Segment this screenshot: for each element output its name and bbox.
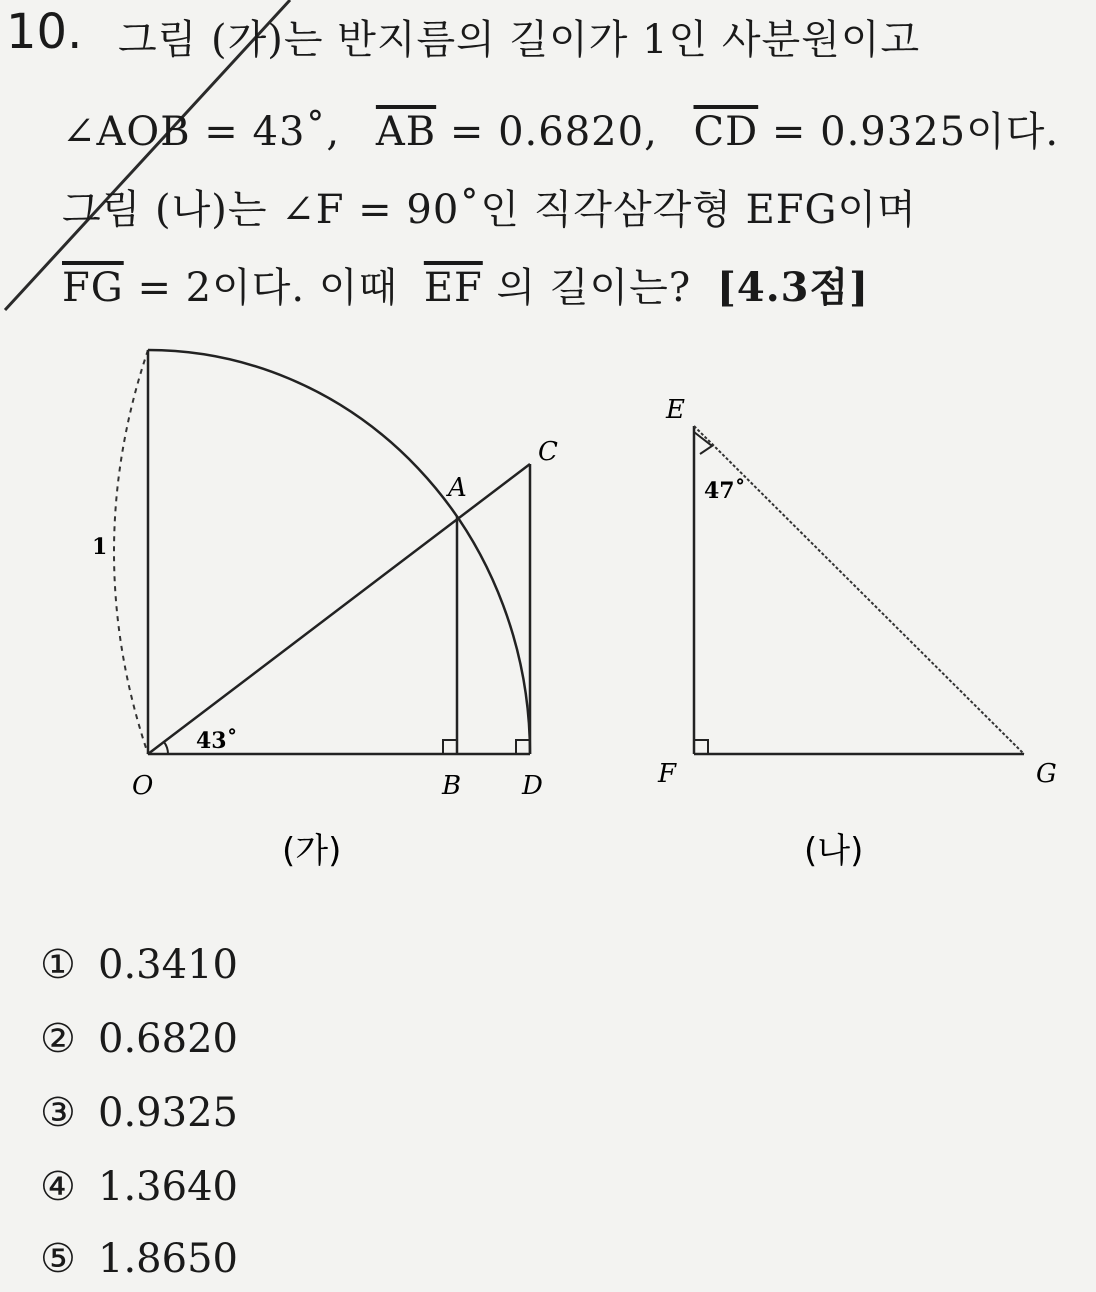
choice-4-marker: ④	[40, 1164, 76, 1210]
choice-3-marker: ③	[40, 1090, 76, 1136]
question-line-2	[62, 100, 1059, 157]
radius-dashed-arc	[114, 350, 148, 754]
point-g-label: G	[1036, 759, 1057, 789]
point-c-label: C	[538, 437, 558, 467]
question-line-3: 그림 (나)는 ∠F = 90˚인 직각삼각형 EFG이며	[62, 187, 917, 233]
figures	[0, 330, 1096, 890]
question-line-1: 그림 (가)는 반지름의 길이가 1인 사분원이고	[118, 17, 921, 63]
point-d-label: D	[522, 771, 543, 801]
segment-ef-label: $\overline{EF}$	[423, 265, 483, 311]
segment-oc	[148, 464, 530, 754]
point-f-label: F	[658, 759, 677, 789]
segment-ab-label: $\overline{AB}$	[375, 109, 437, 155]
point-b-label: B	[442, 771, 462, 801]
segment-cd-value: = 0.9325이다.	[771, 109, 1060, 155]
right-angle-f	[694, 740, 708, 754]
figure-ga	[92, 350, 558, 871]
choice-2-marker: ②	[40, 1016, 76, 1062]
choice-4[interactable]	[40, 1164, 238, 1210]
question-line-4	[62, 256, 869, 313]
quarter-arc	[148, 350, 530, 754]
choice-5[interactable]	[40, 1236, 238, 1282]
right-angle-b	[443, 740, 457, 754]
angle-arc-o	[164, 742, 168, 754]
point-a-label: A	[448, 473, 467, 503]
angle-aob: ∠AOB = 43˚,	[62, 109, 341, 155]
choice-1[interactable]	[40, 942, 238, 988]
choice-3-value: 0.9325	[98, 1090, 238, 1136]
segment-ab-value: = 0.6820,	[449, 109, 658, 155]
points-label: [4.3점]	[716, 264, 870, 311]
caption-na: (나)	[804, 831, 864, 871]
choice-4-value: 1.3640	[98, 1164, 238, 1210]
angle-label-43: 43˚	[196, 728, 238, 754]
choice-3[interactable]	[40, 1090, 238, 1136]
choice-2[interactable]	[40, 1016, 238, 1062]
segment-fg-value: = 2이다. 이때	[137, 265, 399, 311]
segment-fg-label: $\overline{FG}$	[62, 265, 124, 311]
radius-label: 1	[92, 534, 108, 560]
point-e-label: E	[666, 395, 685, 425]
question-number: 10.	[6, 4, 83, 60]
choice-5-value: 1.8650	[98, 1236, 238, 1282]
choice-1-value: 0.3410	[98, 942, 238, 988]
right-angle-d	[516, 740, 530, 754]
caption-ga: (가)	[282, 831, 342, 871]
segment-ef-rest: 의 길이는?	[496, 265, 692, 311]
figure-na	[657, 395, 1057, 871]
choice-5-marker: ⑤	[40, 1236, 76, 1282]
choice-1-marker: ①	[40, 942, 76, 988]
choice-2-value: 0.6820	[98, 1016, 238, 1062]
segment-eg	[694, 426, 1024, 754]
point-o-label: O	[132, 771, 154, 801]
angle-label-47: 47˚	[704, 478, 746, 504]
segment-cd-label: $\overline{CD}$	[693, 109, 759, 155]
